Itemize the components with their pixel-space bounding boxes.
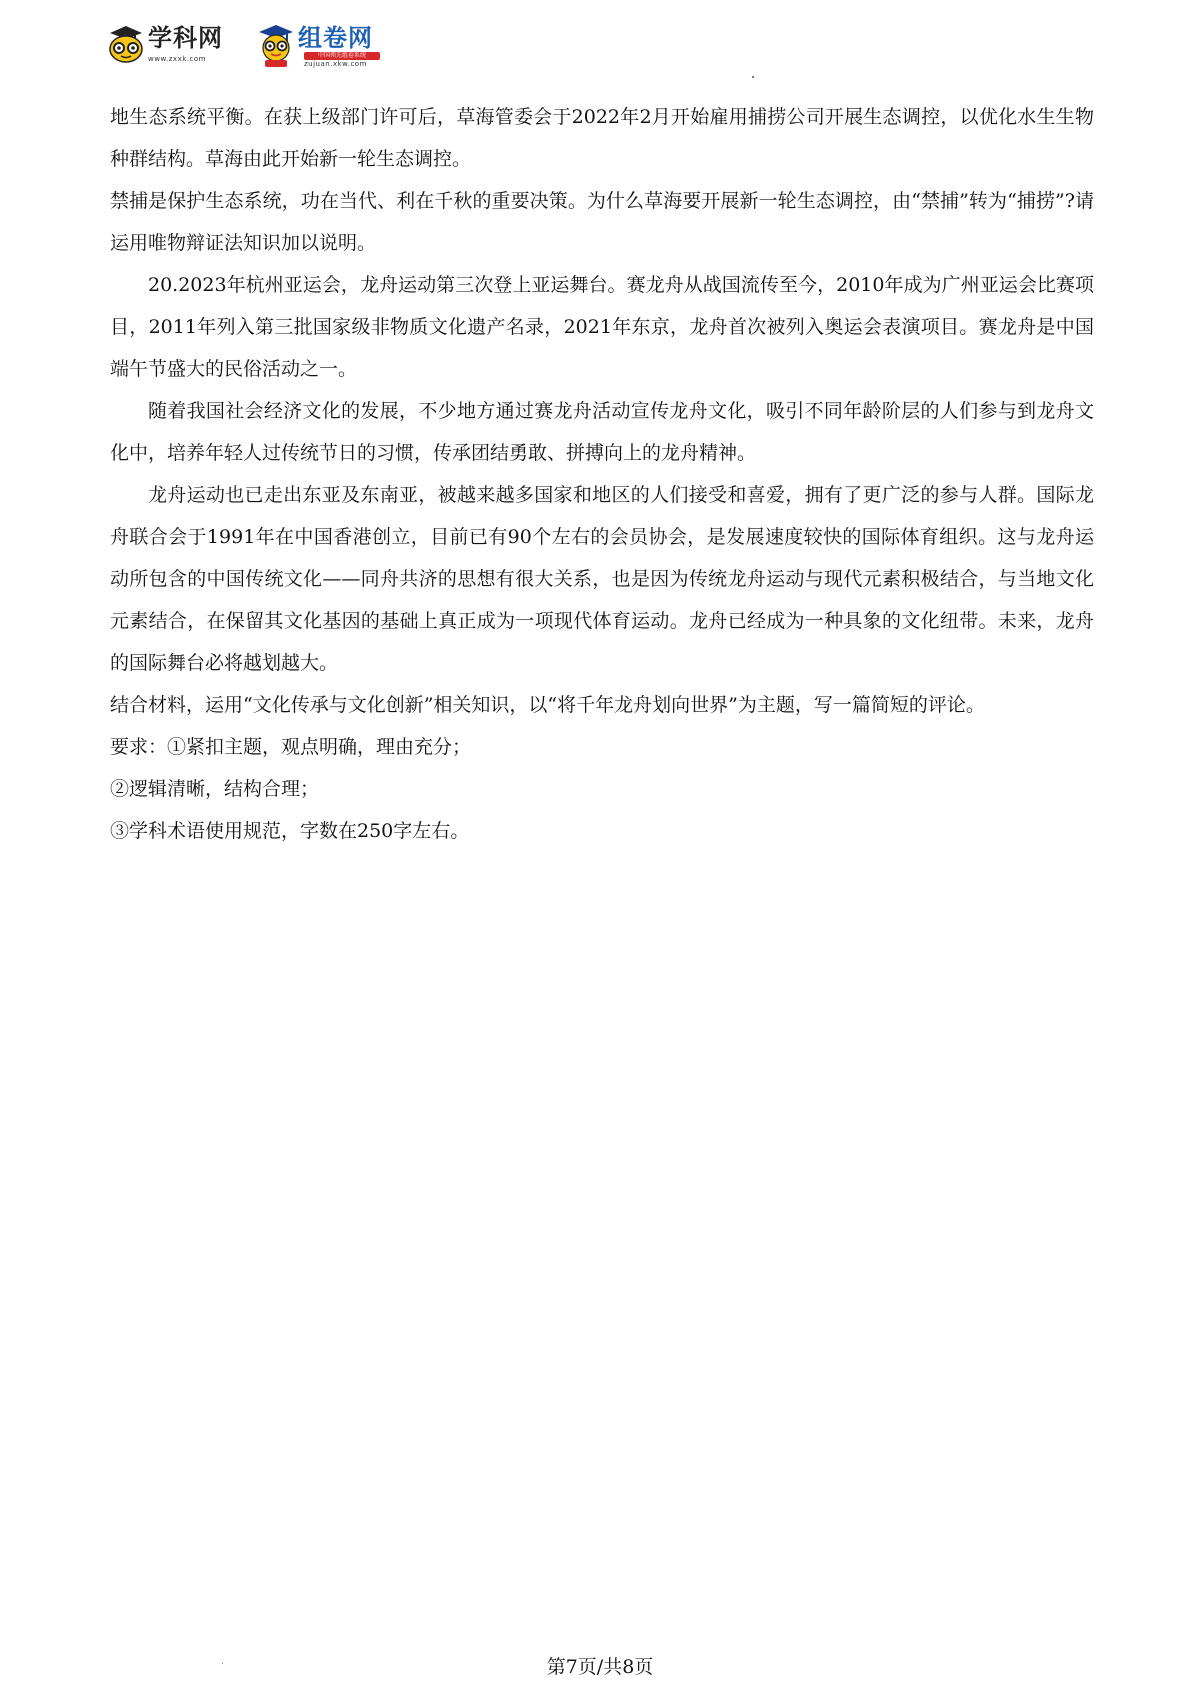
zujuan-logo-tagline: 中国领先组卷系统: [304, 52, 380, 60]
xueke-logo-url: www.zxxk.com: [148, 55, 206, 63]
xueke-logo[interactable]: [108, 22, 243, 70]
document-body: [110, 96, 1094, 852]
paragraph-dragon-boat-international: 龙舟运动也已走出东亚及东南亚，被越来越多国家和地区的人们接受和喜爱，拥有了更广泛的参与人群。国际龙舟联合会于1991年在中国香港创立，目前已有90个左右的会员协会，是发展速度较快的国际体育组织。这与龙舟运动所包含的中国传统文化——同舟共济的思想有很大关系，也是因为传统龙舟运动与现代元素积极结合，与当地文化元素结合，在保留其文化基因的基础上真正成为一项现代体育运动。龙舟已经成为一种具象的文化纽带。未来，龙舟的国际舞台必将越划越大。: [110, 484, 1094, 674]
page-header: [108, 22, 528, 70]
paragraph-question-20-intro: 20.2023年杭州亚运会，龙舟运动第三次登上亚运舞台。赛龙舟从战国流传至今，2010年成为广州亚运会比赛项目，2011年列入第三批国家级非物质文化遗产名录，2021年东京，龙舟首次被列入奥运会表演项目。赛龙舟是中国端午节盛大的民俗活动之一。: [110, 274, 1094, 380]
zujuan-mascot-icon: [256, 24, 296, 68]
paragraph-dragon-boat-culture: 随着我国社会经济文化的发展，不少地方通过赛龙舟活动宣传龙舟文化，吸引不同年龄阶层的人们参与到龙舟文化中，培养年轻人过传统节日的习惯，传承团结勇敢、拼搏向上的龙舟精神。: [110, 400, 1094, 464]
paragraph-writing-task: 结合材料，运用“文化传承与文化创新”相关知识，以“将千年龙舟划向世界”为主题，写一篇简短的评论。: [110, 694, 985, 716]
paragraph-requirement-1: 要求：①紧扣主题，观点明确，理由充分；: [110, 736, 472, 758]
paragraph-ecosystem-background: 地生态系统平衡。在获上级部门许可后，草海管委会于2022年2月开始雇用捕捞公司开展生态调控，以优化水生生物种群结构。草海由此开始新一轮生态调控。: [110, 106, 1094, 170]
paragraph-question-19: 禁捕是保护生态系统，功在当代、利在千秋的重要决策。为什么草海要开展新一轮生态调控，由“禁捕”转为“捕捞”?请运用唯物辩证法知识加以说明。: [110, 190, 1094, 254]
zujuan-logo-title: 组卷网: [298, 24, 373, 52]
zujuan-logo-url: zujuan.xkw.com: [304, 60, 367, 68]
zujuan-logo[interactable]: [256, 22, 406, 70]
paragraph-requirement-3: ③学科术语使用规范，字数在250字左右。: [110, 820, 470, 842]
paragraph-requirement-2: ②逻辑清晰，结构合理；: [110, 778, 320, 800]
xueke-mascot-icon: [108, 24, 144, 64]
xueke-logo-title: 学科网: [148, 24, 223, 52]
page-number: 第7页/共8页: [546, 1656, 654, 1678]
scan-speck: [752, 76, 754, 78]
